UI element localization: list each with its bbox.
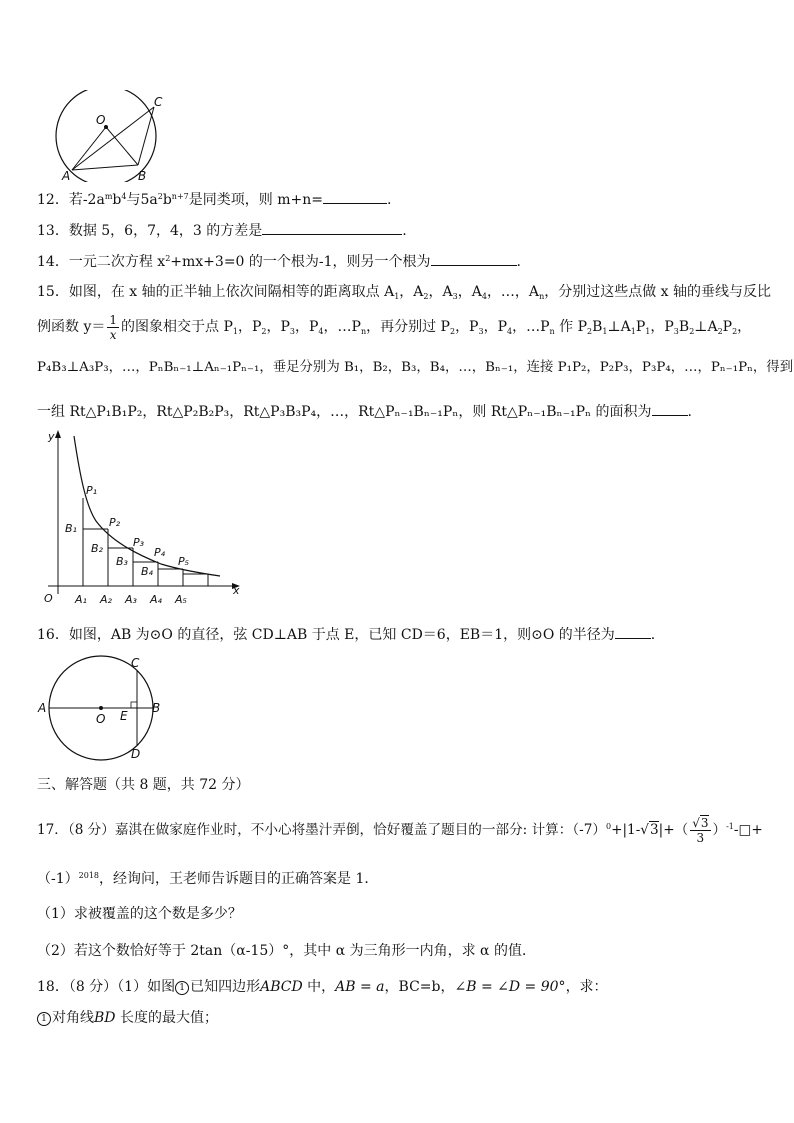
y-axis-arrow — [55, 430, 61, 438]
origin-label: O — [44, 592, 53, 605]
label-b: B — [138, 169, 147, 182]
label-e-2: E — [120, 709, 128, 723]
question-15-line-4: 一组 Rt△P₁B₁P₂，Rt△P₂B₂P₃，Rt△P₃B₃P₄，…，Rt△Pₙ₋₁Bₙ₋₁Pₙ，则 Rt△Pₙ₋₁Bₙ₋₁Pₙ 的面积为 . — [37, 401, 692, 421]
label-p1: P₁ — [86, 484, 98, 497]
question-14: 14．一元二次方程 $x^2+mx+3=0$ 的一个根为-1，则另一个根为 . — [37, 251, 521, 271]
answer-blank-16[interactable] — [615, 624, 651, 639]
y-axis-label: y — [48, 430, 55, 443]
question-18-line-2: 1 对角线BD 长度的最大值； — [37, 1009, 218, 1027]
label-a1: A₁ — [75, 593, 87, 606]
segment-ob — [106, 127, 138, 165]
question-17-sub-2: （2）若这个数恰好等于 2tan（α-15）°，其中 α 为三角形一内角，求 α 的值． — [37, 943, 536, 959]
circle-figure-2 — [34, 652, 168, 762]
label-p4: P₄ — [154, 546, 166, 559]
label-a2: A₂ — [100, 593, 112, 606]
question-13: 13．数据 5，6，7，4，3 的方差是 . — [37, 220, 407, 240]
question-15-line-2: 例函数 y＝ $\frac{1}{x}$ 的图象相交于点 $P_1$，$P_2$，$P_3$，$P_4$，$\dots P_n$，再分别过 $P_2$，$P_3$，$P_4$，$\dots P_n$ 作 $P_2B_1\perp A_1P_1$，$P_3B_2\perp A_2P_2$， — [37, 312, 752, 342]
section-3-heading: 三、解答题（共 8 题，共 72 分） — [37, 777, 250, 793]
label-b2: B₂ — [91, 542, 103, 555]
label-o: O — [96, 113, 106, 127]
question-18-line-1: 18．（8 分）（1）如图 1 已知四边形ABCD 中，AB = a，BC=b，∠B = ∠D = 90°，求： — [37, 979, 608, 995]
question-15-line-3: P₄B₃⊥A₃P₃，…，PₙBₙ₋₁⊥Aₙ₋₁Pₙ₋₁，垂足分别为 B₁，B₂，B₃，B₄，…，Bₙ₋₁，连接 P₁P₂，P₂P₃，P₃P₄，…，Pₙ₋₁Pₙ，得到 — [37, 360, 794, 375]
segment-ab — [72, 165, 138, 170]
question-17-line-2: $(-1)^{2018}$，经询问，王老师告诉题目的正确答案是 1． — [37, 871, 379, 887]
label-c: C — [154, 95, 163, 109]
label-a5: A₅ — [175, 593, 187, 606]
answer-blank-12[interactable] — [323, 189, 387, 204]
x-axis-label: x — [233, 584, 240, 597]
inverse-function-figure — [36, 426, 248, 614]
question-16: 16．如图，AB 为⊙O 的直径，弦 CD⊥AB 于点 E，已知 CD＝6，EB＝1，则⊙O 的半径为 . — [37, 624, 655, 644]
label-b4: B₄ — [141, 565, 153, 578]
label-o-2: O — [96, 712, 106, 726]
label-a3: A₃ — [125, 593, 137, 606]
question-17-sub-1: （1）求被覆盖的这个数是多少？ — [37, 906, 242, 922]
question-15-line-1: 15．如图，在 x 轴的正半轴上依次间隔相等的距离取点 $A_1$，$A_2$，$A_3$，$A_4$，…，$A_n$，分别过这些点做 x 轴的垂线与反比 — [37, 284, 772, 301]
label-d-2: D — [131, 747, 141, 761]
label-b1: B₁ — [65, 522, 77, 535]
center-dot-2 — [99, 706, 103, 710]
circle-figure-1 — [50, 90, 170, 182]
answer-blank-13[interactable] — [262, 220, 402, 235]
answer-blank-14[interactable] — [431, 251, 517, 266]
segment-ao — [72, 127, 106, 170]
answer-blank-15[interactable] — [652, 401, 688, 416]
question-12: 12．若$-2a^mb^4$与$5a^2b^{n+7}$是同类项，则 m+n= . — [37, 189, 391, 209]
label-a: A — [62, 169, 71, 182]
label-p3: P₃ — [133, 536, 145, 549]
label-a4: A₄ — [150, 593, 162, 606]
label-p2: P₂ — [109, 516, 121, 529]
label-b-2: B — [152, 701, 161, 715]
hyperbola-curve — [74, 436, 220, 576]
label-p5: P₅ — [178, 555, 190, 568]
label-c-2: C — [131, 656, 140, 670]
segment-ac — [72, 107, 154, 170]
question-17-line-1: 17．（8 分）嘉淇在做家庭作业时，不小心将墨汁弄倒，恰好覆盖了题目的一部分: 计算：$(-7)^0+|1-√3|+$（ $\frac{√3}{3}$ ）$^{-1}$-□+ — [37, 816, 763, 845]
label-b3: B₃ — [116, 555, 128, 568]
right-angle-mark — [131, 702, 137, 708]
label-a-2: A — [38, 701, 47, 715]
fraction-sqrt3-over-3: $\frac{√3}{3}$ — [692, 816, 709, 845]
fraction-1-over-x: $\frac{1}{x}$ — [109, 312, 117, 342]
